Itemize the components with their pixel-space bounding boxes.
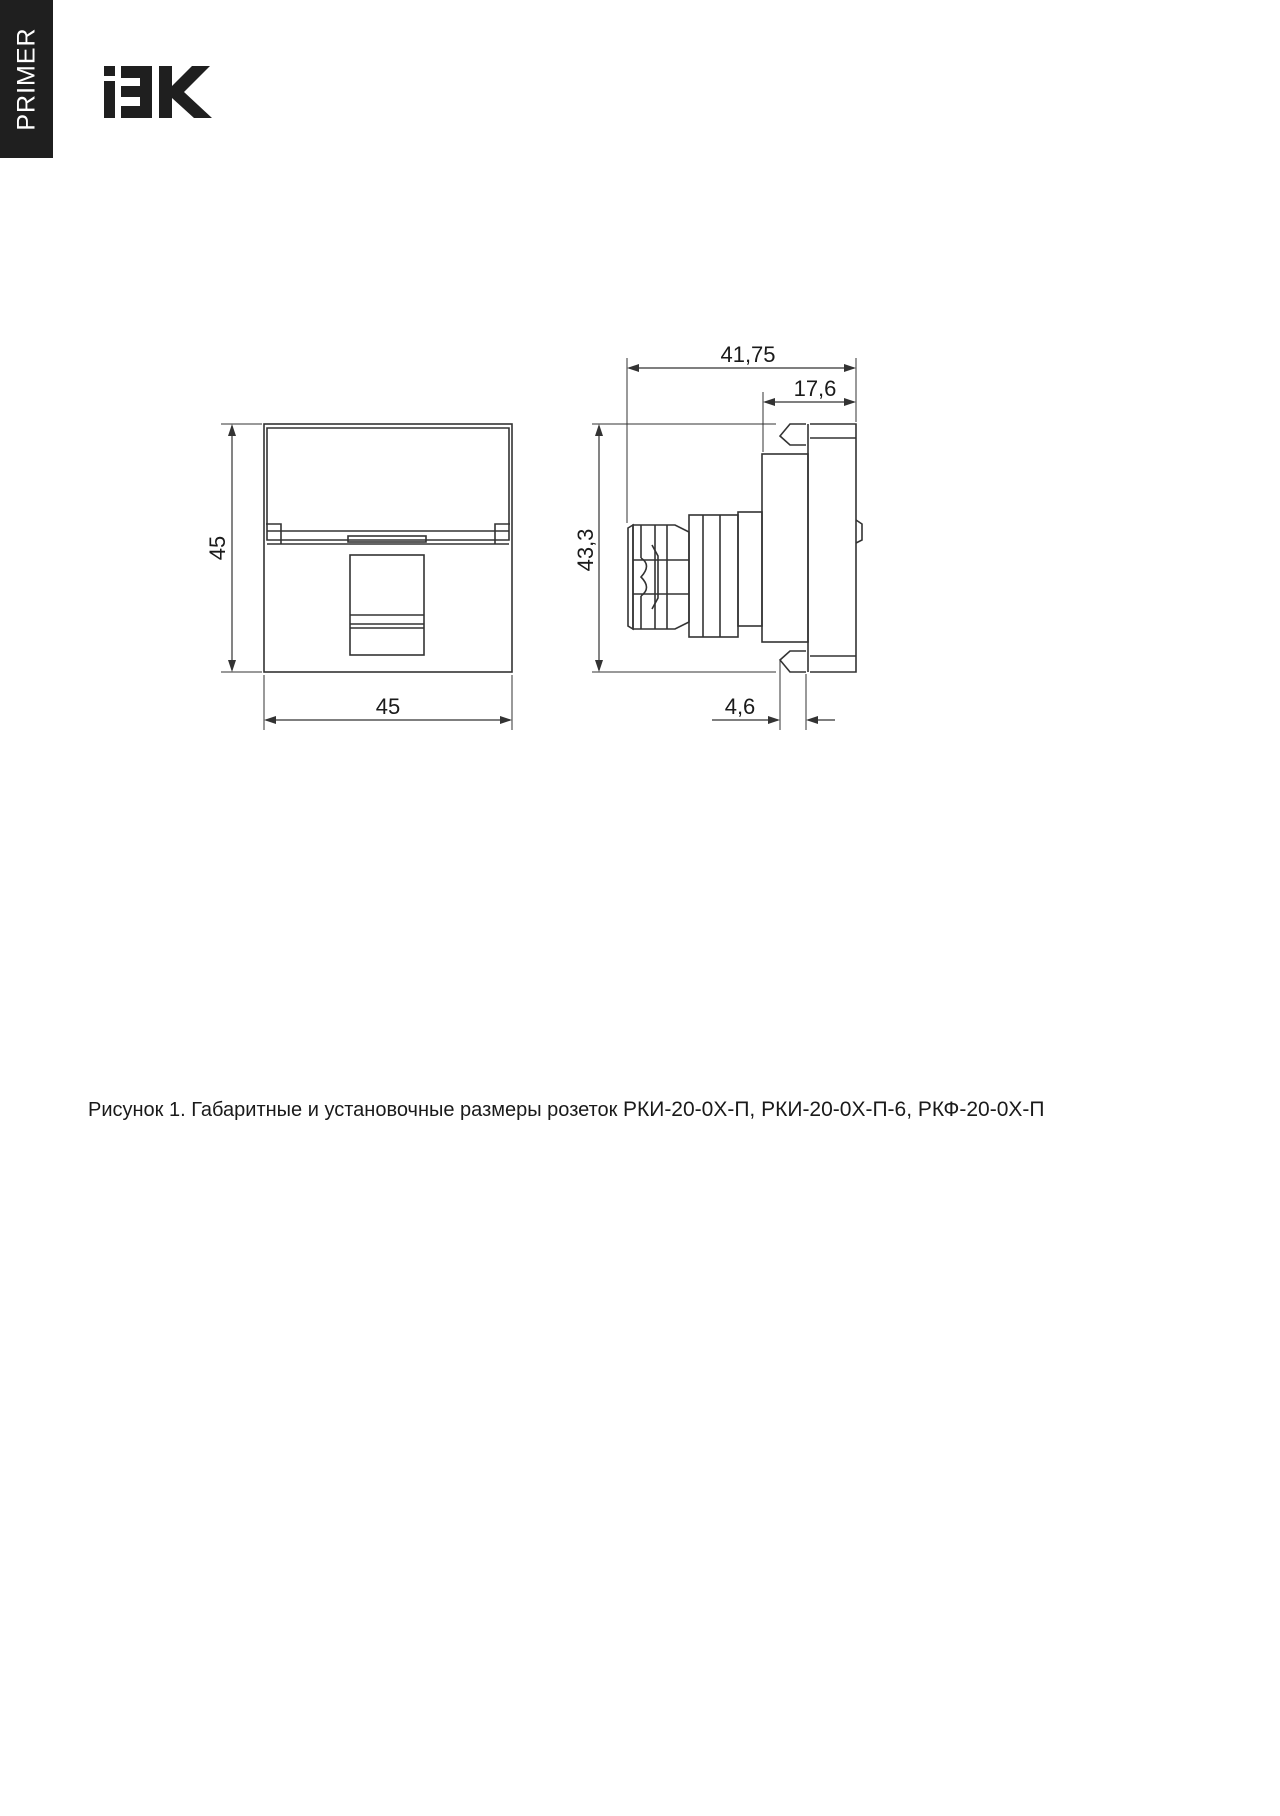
side-tab-label: PRIMER — [12, 27, 40, 131]
front-view — [221, 424, 512, 730]
front-height-label: 45 — [205, 535, 230, 561]
figure-caption — [88, 1098, 1045, 1122]
side-view — [592, 358, 862, 730]
side-height-label: 43,3 — [573, 528, 598, 572]
front-width-label: 45 — [375, 694, 401, 719]
caption-prefix: Рисунок 1. Габаритные и установочные размеры розеток — [88, 1099, 623, 1121]
caption-models: РКИ-20-0Х-П, РКИ-20-0Х-П-6, РКФ-20-0Х-П — [622, 1098, 1045, 1121]
connector-label: 17,6 — [793, 376, 837, 401]
dimension-drawing — [0, 0, 1280, 800]
depth-label: 41,75 — [720, 342, 776, 367]
frame-label: 4,6 — [724, 694, 756, 719]
